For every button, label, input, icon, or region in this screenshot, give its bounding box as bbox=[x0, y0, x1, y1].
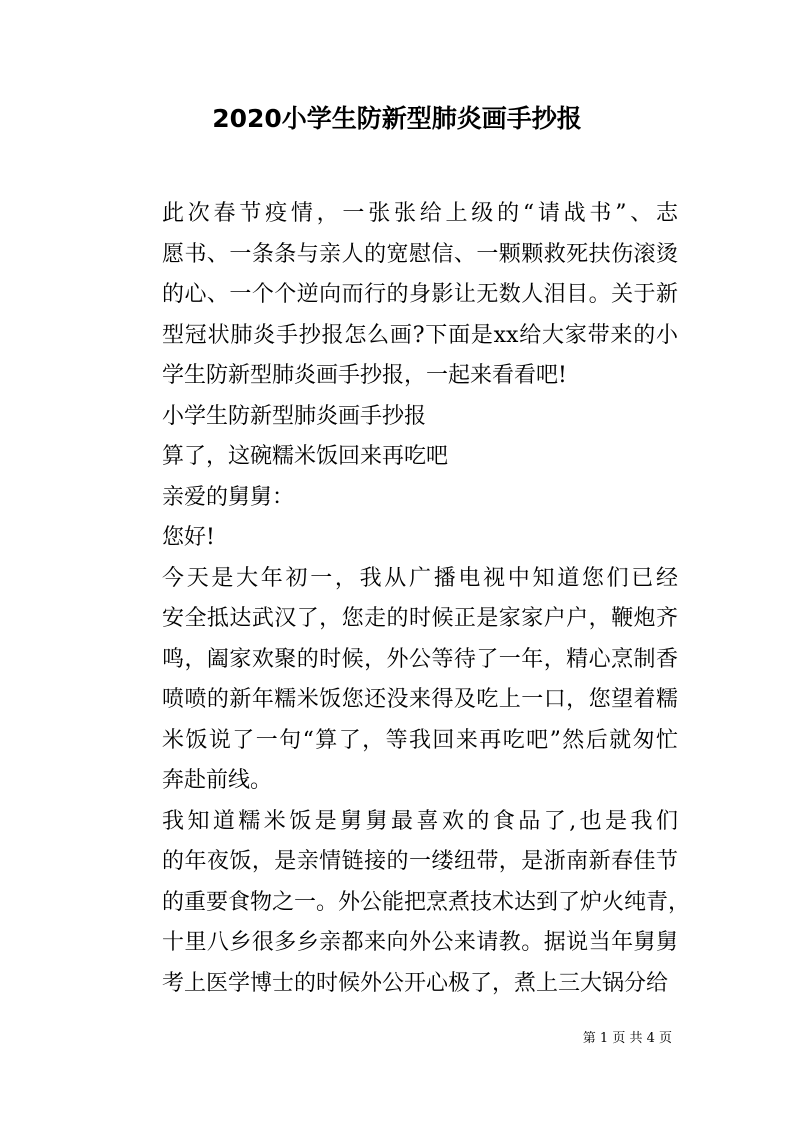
text-line: 十里八乡很多乡亲都来向外公来请教。据说当年舅舅 bbox=[162, 930, 678, 955]
text-line: 今天是大年初一，我从广播电视中知道您们已经 bbox=[162, 565, 678, 591]
text-line: 算了，这碗糯米饭回来再吃吧 bbox=[162, 444, 449, 469]
text-line: 您好! bbox=[162, 525, 215, 550]
paragraph bbox=[118, 802, 691, 1005]
text-line: 米饭说了一句“算了，等我回来再吃吧”然后就匆忙 bbox=[162, 727, 678, 753]
paragraph bbox=[118, 437, 678, 478]
text-line: 我知道糯米饭是舅舅最喜欢的食品了,也是我们 bbox=[162, 808, 678, 834]
text-line: 的年夜饭，是亲情链接的一缕纽带，是浙南新春佳节 bbox=[162, 849, 678, 874]
paragraph bbox=[118, 478, 678, 519]
text-line: 考上医学博士的时候外公开心极了，煮上三大锅分给 bbox=[162, 970, 669, 996]
text-line: 的重要食物之一。外公能把烹煮技术达到了炉火纯青， bbox=[162, 889, 691, 915]
text-line: 此次春节疫情，一张张给上级的“请战书”、志 bbox=[162, 201, 678, 226]
page-footer: 第 1 页 共 4 页 bbox=[582, 1031, 672, 1046]
text-line: 愿书、一条条与亲人的宽慰信、一颗颗救死扶伤滚烫 bbox=[162, 241, 678, 267]
text-line: 安全抵达武汉了，您走的时候正是家家户户，鞭炮齐 bbox=[162, 606, 678, 631]
document-body bbox=[118, 194, 691, 1004]
text-line: 喷喷的新年糯米饭您还没来得及吃上一口，您望着糯 bbox=[162, 687, 678, 712]
paragraph bbox=[118, 559, 678, 802]
text-line: 鸣，阖家欢聚的时候，外公等待了一年，精心烹制香 bbox=[162, 646, 678, 672]
paragraph bbox=[118, 397, 678, 438]
paragraph bbox=[118, 194, 678, 397]
text-line: 的心、一个个逆向而行的身影让无数人泪目。关于新 bbox=[162, 282, 678, 307]
text-line: 小学生防新型肺炎画手抄报 bbox=[162, 403, 427, 429]
text-line: 亲爱的舅舅： bbox=[162, 484, 295, 510]
text-line: 学生防新型肺炎画手抄报，一起来看看吧! bbox=[162, 363, 567, 388]
text-line: 奔赴前线。 bbox=[162, 768, 273, 793]
document-title: 2020小学生防新型肺炎画手抄报 bbox=[212, 104, 582, 133]
text-line: 型冠状肺炎手抄报怎么画?下面是xx给大家带来的小 bbox=[162, 322, 678, 348]
paragraph bbox=[118, 518, 678, 559]
